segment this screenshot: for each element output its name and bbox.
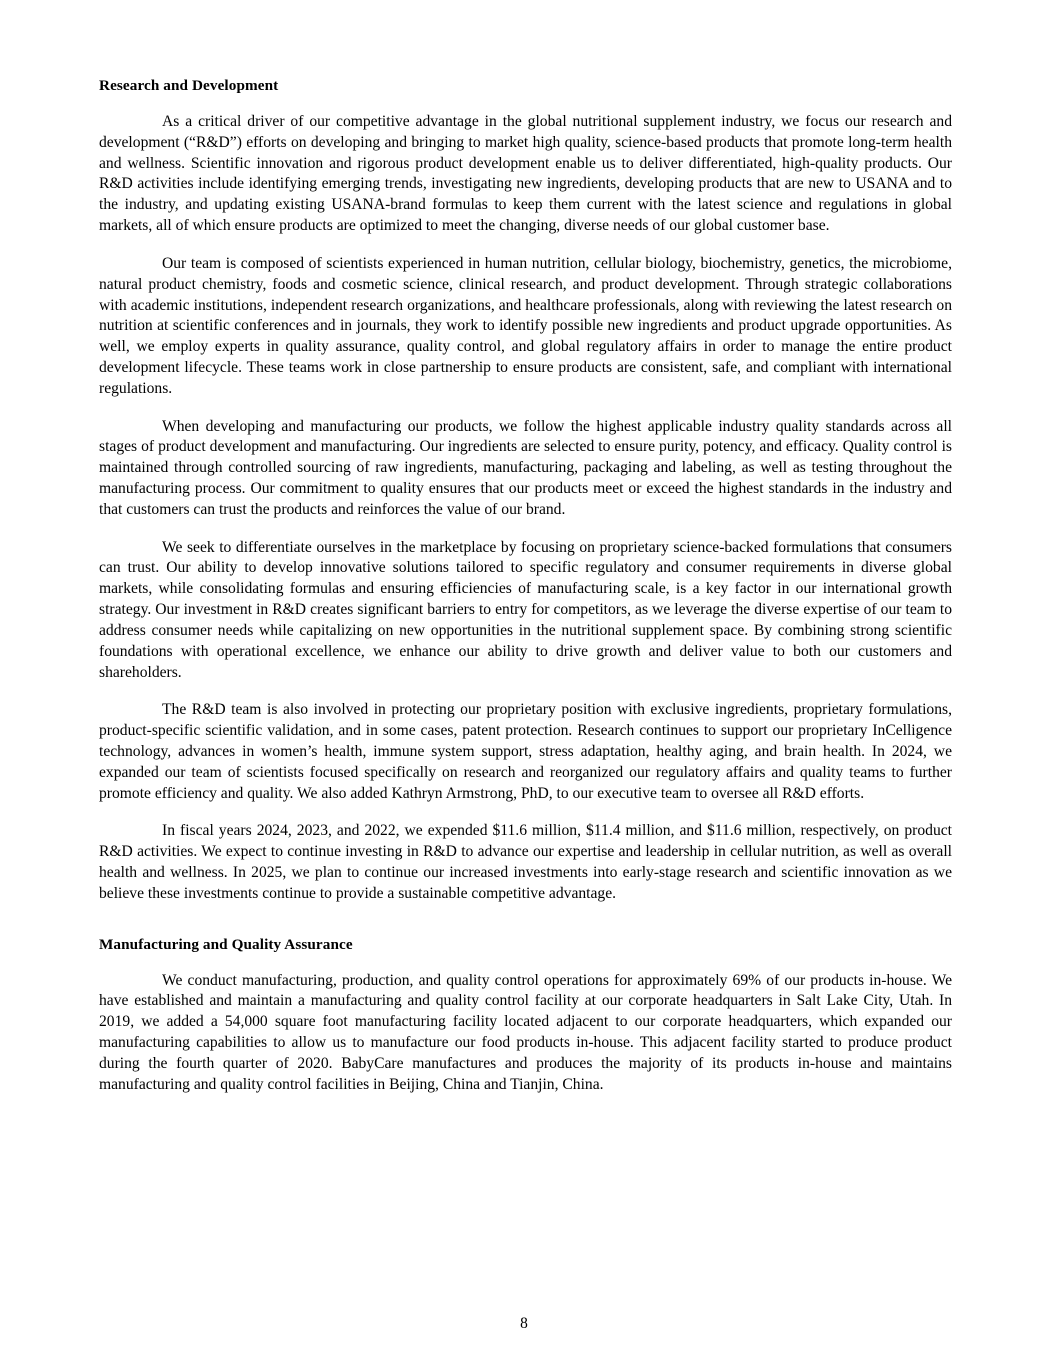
paragraph: As a critical driver of our competitive advantage in the global nutritional supplement industry, we focus our research and development (“R&D”) efforts on developing and bringing to market high quality, science-based products that promote long-term health and wellness. Scientific innovation and rigorous product development enable us to deliver differentiated, high-quality products. Our R&D activities include identifying emerging trends, investigating new ingredients, developing products that are new to USANA and to the industry, and updating existing USANA-brand formulas to keep them current with the latest science and regulations in global markets, all of which ensure products are optimized to meet the changing, diverse needs of our global customer base. bbox=[99, 113, 952, 235]
paragraph: We seek to differentiate ourselves in the marketplace by focusing on proprietary science-backed formulations that consumers can trust. Our ability to develop innovative solutions tailored to specific regulatory and consumer requirements in diverse global markets, while consolidating formulas and ensuring efficiencies of manufacturing scale, is a key factor in our international growth strategy. Our investment in R&D creates significant barriers to entry for competitors, as we leverage the diverse expertise of our team to address consumer needs while capitalizing on new opportunities in the nutritional supplement space. By combining strong scientific foundations with operational excellence, we enhance our ability to drive growth and deliver value to both our customers and shareholders. bbox=[99, 538, 952, 681]
paragraph: The R&D team is also involved in protecting our proprietary position with exclusive ingredients, proprietary formulations, product-specific scientific validation, and in some cases, patent protection. Research continues to support our proprietary InCelligence technology, advances in women’s health, immune system support, stress adaptation, healthy aging, and brain health. In 2024, we expanded our team of scientists focused specifically on research and reorganized our regulatory affairs and quality teams to further promote efficiency and quality. We also added Kathryn Armstrong, PhD, to our executive team to oversee all R&D efforts. bbox=[99, 701, 952, 802]
paragraph: We conduct manufacturing, production, and quality control operations for approximately 69% of our products in-house. We have established and maintain a manufacturing and quality control facility at our corporate headquarters in Salt Lake City, Utah. In 2019, we added a 54,000 square foot manufacturing facility located adjacent to our corporate headquarters, which expanded our manufacturing capabilities to allow us to manufacture our food products in-house. This adjacent facility started to produce product during the fourth quarter of 2020. BabyCare manufactures and produces the majority of its products in-house and maintains manufacturing and quality control facilities in Beijing, China and Tianjin, China. bbox=[99, 971, 952, 1093]
paragraph: Our team is composed of scientists experienced in human nutrition, cellular biology, biochemistry, genetics, the microbiome, natural product chemistry, foods and cosmetic science, clinical research, and product development. Through strategic collaborations with academic institutions, independent research organizations, and healthcare professionals, along with reviewing the latest research on nutrition at scientific conferences and in journals, they work to identify possible new ingredients and product upgrade opportunities. As well, we employ experts in quality assurance, quality control, and global regulatory affairs in order to manage the entire product development lifecycle. These teams work in close partnership to ensure products are consistent, safe, and compliant with international regulations. bbox=[99, 254, 952, 397]
section-heading-research-and-development: Research and Development bbox=[99, 77, 279, 94]
paragraph: In fiscal years 2024, 2023, and 2022, we expended $11.6 million, $11.4 million, and $11.6 million, respectively, on product R&D activities. We expect to continue investing in R&D to advance our expertise and leadership in cellular nutrition, as well as overall health and wellness. In 2025, we plan to continue our increased investments into early-stage research and scientific innovation as we believe these investments continue to provide a sustainable competitive advantage. bbox=[99, 822, 952, 902]
paragraph: When developing and manufacturing our products, we follow the highest applicable industry quality standards across all stages of product development and manufacturing. Our ingredients are selected to ensure purity, potency, and efficacy. Quality control is maintained through controlled sourcing of raw ingredients, manufacturing, packaging and labeling, as well as testing throughout the manufacturing process. Our commitment to quality ensures that our products meet or exceed the highest standards in the industry and that customers can trust the products and reinforces the value of our brand. bbox=[99, 417, 952, 518]
page-content bbox=[99, 76, 952, 1096]
section-heading-manufacturing-and-quality-assurance: Manufacturing and Quality Assurance bbox=[99, 935, 353, 953]
page-number: 8 bbox=[520, 1315, 528, 1332]
